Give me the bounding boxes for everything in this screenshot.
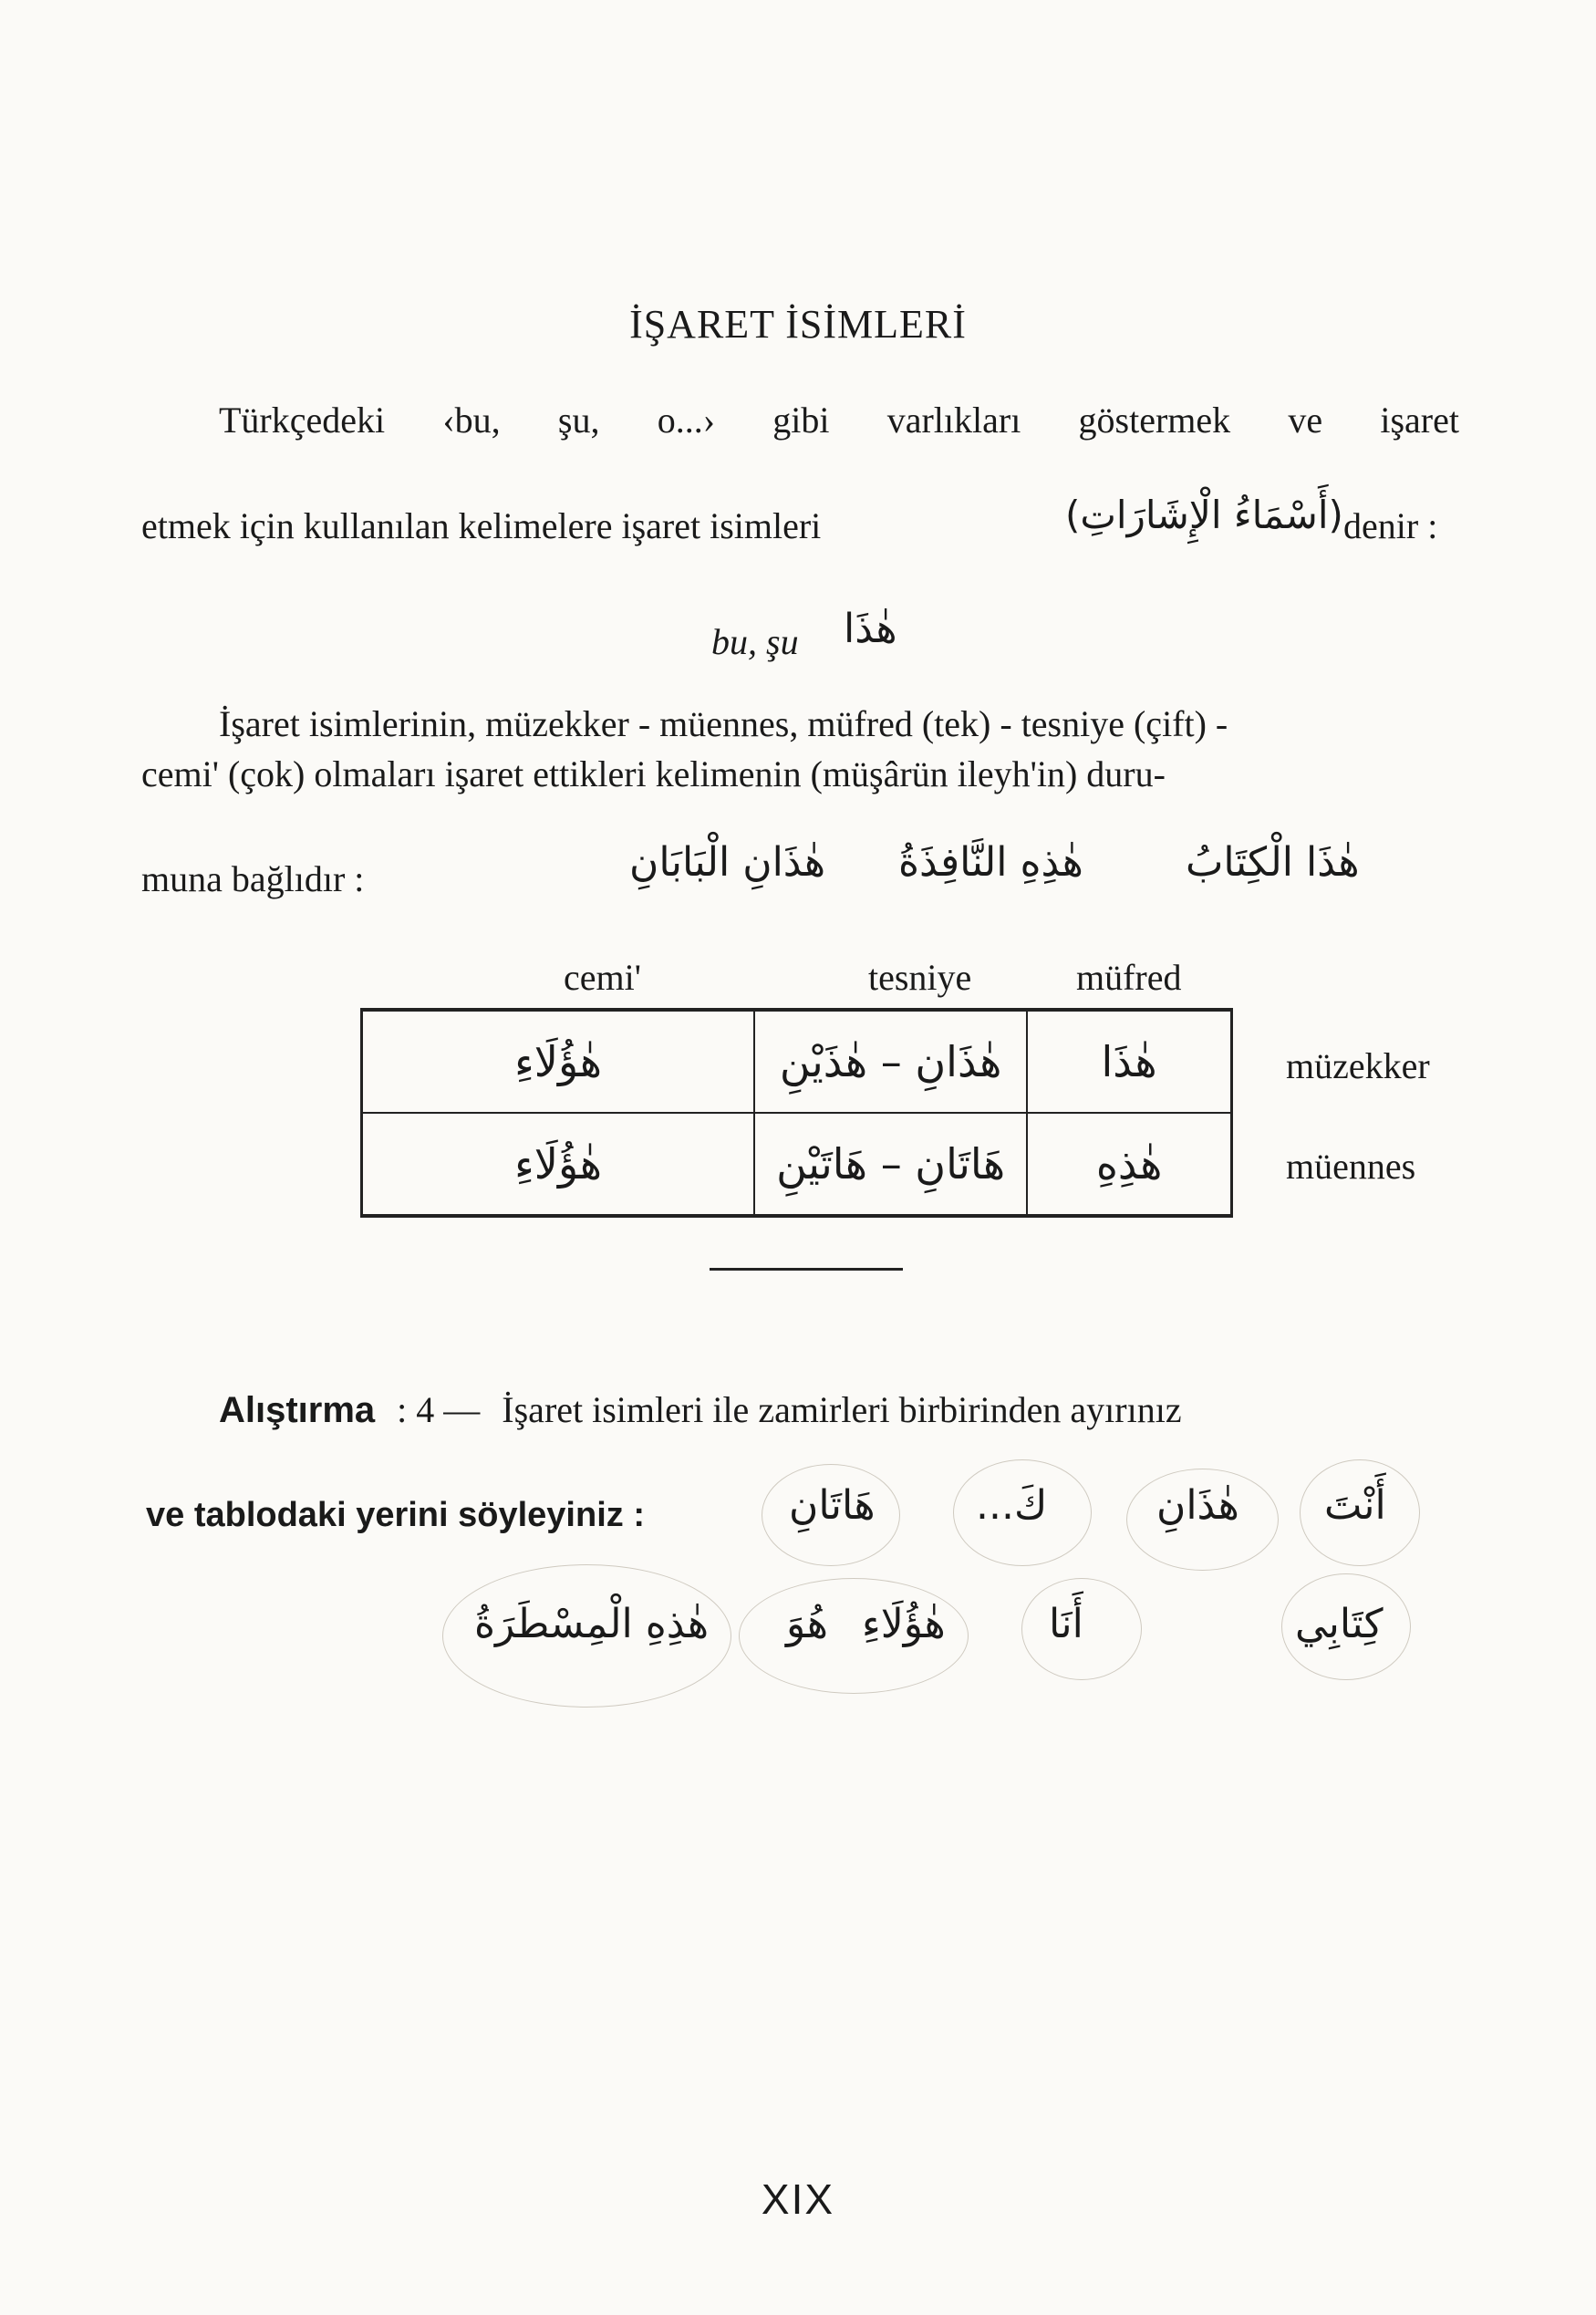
cell-muzekker-tesniye: هٰذَانِ – هٰذَيْنِ: [754, 1010, 1027, 1113]
exercise-word-ente: أَنْتَ: [1324, 1482, 1386, 1529]
example-latin: bu, şu: [711, 621, 799, 662]
exercise-word-hatani: هَاتَانِ: [789, 1482, 876, 1529]
intro-line-2-lead: etmek için kullanılan kelimelere işaret isimleri: [141, 505, 822, 546]
header-mufred: müfred: [1076, 957, 1182, 998]
exercise-line-2: ve tablodaki yerini söyleyiniz :: [146, 1496, 645, 1534]
exercise-word-haulai: هٰؤُلَاءِ: [862, 1601, 946, 1647]
exercise-instruction: İşaret isimleri ile zamirleri birbirinden ayırınız: [502, 1389, 1182, 1430]
example-arabic: هٰذَا: [844, 606, 897, 652]
paragraph-example-dual: هٰذَانِ الْبَابَانِ: [629, 839, 826, 886]
page-title: İŞARET İSİMLERİ: [629, 302, 967, 347]
exercise-word-kitabi: كِتَابِي: [1295, 1601, 1384, 1647]
table-row-muennes: [362, 1113, 1232, 1216]
row-label-muennes: müennes: [1286, 1146, 1416, 1187]
paragraph-example-masculine: هٰذَا الْكِتَابُ: [1186, 839, 1360, 886]
exercise-word-hazihi-mistara: هٰذِهِ الْمِسْطَرَةُ: [474, 1601, 710, 1647]
exercise-line-1: [219, 1388, 1182, 1431]
intro-arabic-term: (أَسْمَاءُ الْإِشَارَاتِ): [1065, 493, 1343, 537]
exercise-word-hazani: هٰذَانِ: [1156, 1482, 1239, 1529]
exercise-word-ana: أَنَا: [1049, 1601, 1083, 1647]
intro-line-2-tail: denir :: [1343, 505, 1438, 546]
paragraph-example-feminine: هٰذِهِ النَّافِذَةُ: [898, 839, 1083, 886]
table-row-muzekker: [362, 1010, 1232, 1113]
cell-muennes-cemi: هٰؤُلَاءِ: [362, 1113, 755, 1216]
exercise-word-huwa: هُوَ: [786, 1601, 828, 1647]
section-divider: [710, 1268, 903, 1271]
exercise-label: Alıştırma: [219, 1390, 376, 1430]
header-cemi: cemi': [564, 957, 641, 998]
cell-muzekker-mufred: هٰذَا: [1027, 1010, 1231, 1113]
paragraph-line-1: İşaret isimlerinin, müzekker - müennes, müfred (tek) - tesniye (çift) -: [219, 703, 1228, 744]
cell-muzekker-cemi: هٰؤُلَاءِ: [362, 1010, 755, 1113]
demonstratives-table: [360, 1008, 1233, 1218]
intro-line-1: Türkçedeki ‹bu, şu, o...› gibi varlıkları göstermek ve işaret: [219, 400, 1459, 441]
row-label-muzekker: müzekker: [1286, 1045, 1430, 1086]
paragraph-line-2: cemi' (çok) olmaları işaret ettikleri kelimenin (müşârün ileyh'in) duru-: [141, 753, 1166, 794]
paragraph-line-3: muna bağlıdır :: [141, 858, 365, 899]
cell-muennes-tesniye: هَاتَانِ – هَاتَيْنِ: [754, 1113, 1027, 1216]
cell-muennes-mufred: هٰذِهِ: [1027, 1113, 1231, 1216]
exercise-word-ke: كَ...: [976, 1482, 1048, 1529]
exercise-number: : 4 —: [397, 1389, 481, 1430]
header-tesniye: tesniye: [868, 957, 972, 998]
page-number: XIX: [761, 2175, 835, 2223]
